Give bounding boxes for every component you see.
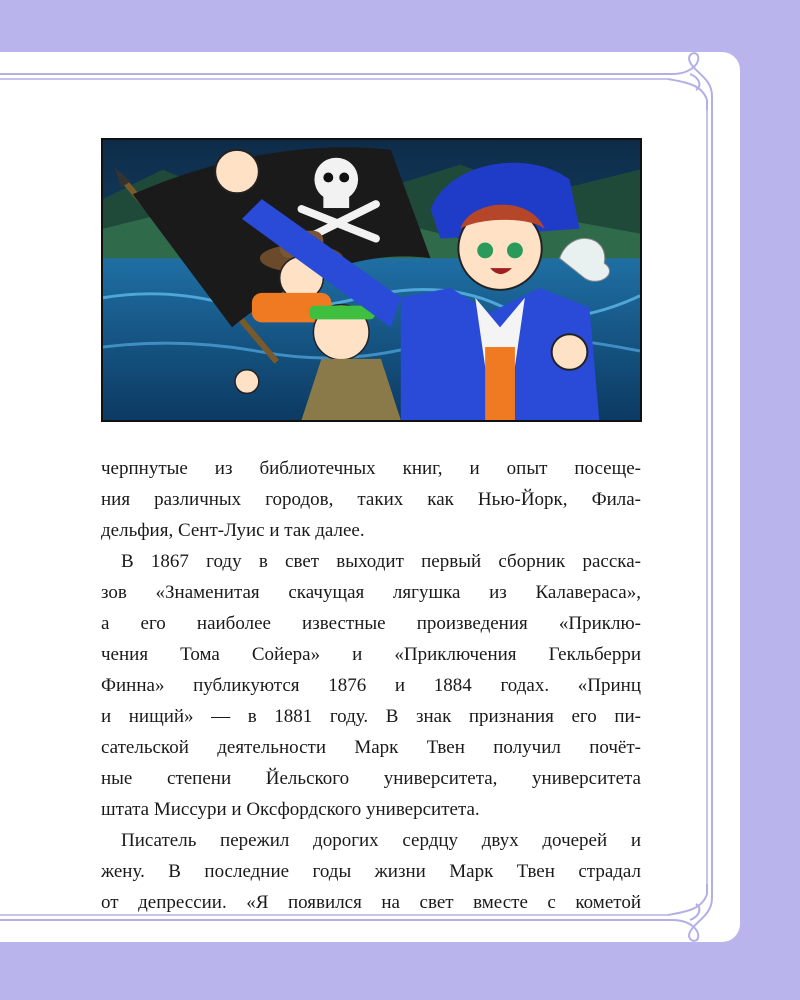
text-line: черпнутые из библиотечных книг, и опыт посеще- [101, 458, 641, 479]
text-line: а его наиболее известные произведения «Приклю- [101, 613, 641, 634]
text-line: В 1867 году в свет выходит первый сборник расска- [121, 551, 641, 572]
text-line: ные степени Йельского университета, университета [101, 768, 641, 789]
book-page [0, 52, 740, 942]
text-line: и нищий» — в 1881 году. В знак признания его пи- [101, 706, 641, 727]
corner-ornament-top-icon [668, 53, 712, 114]
text-line: ния различных городов, таких как Нью-Йорк, Фила- [101, 489, 641, 510]
body-text [101, 453, 641, 918]
text-line: штата Миссури и Оксфордского университета. [101, 799, 480, 820]
text-line: жену. В последние годы жизни Марк Твен страдал [101, 861, 641, 882]
text-line: Писатель пережил дорогих сердцу двух дочерей и [121, 830, 641, 851]
text-line: сательской деятельности Марк Твен получил почёт- [101, 737, 641, 758]
manga-illustration [101, 138, 642, 422]
corner-ornament-bottom-icon [668, 880, 712, 941]
text-line: от депрессии. «Я появился на свет вместе с кометой [101, 892, 641, 913]
text-line: чения Тома Сойера» и «Приключения Гекльберри [101, 644, 641, 665]
text-line: Финна» публикуются 1876 и 1884 годах. «Принц [101, 675, 641, 696]
text-line: зов «Знаменитая скачущая лягушка из Калавераса», [101, 582, 641, 603]
text-line: дельфия, Сент-Луис и так далее. [101, 520, 365, 541]
